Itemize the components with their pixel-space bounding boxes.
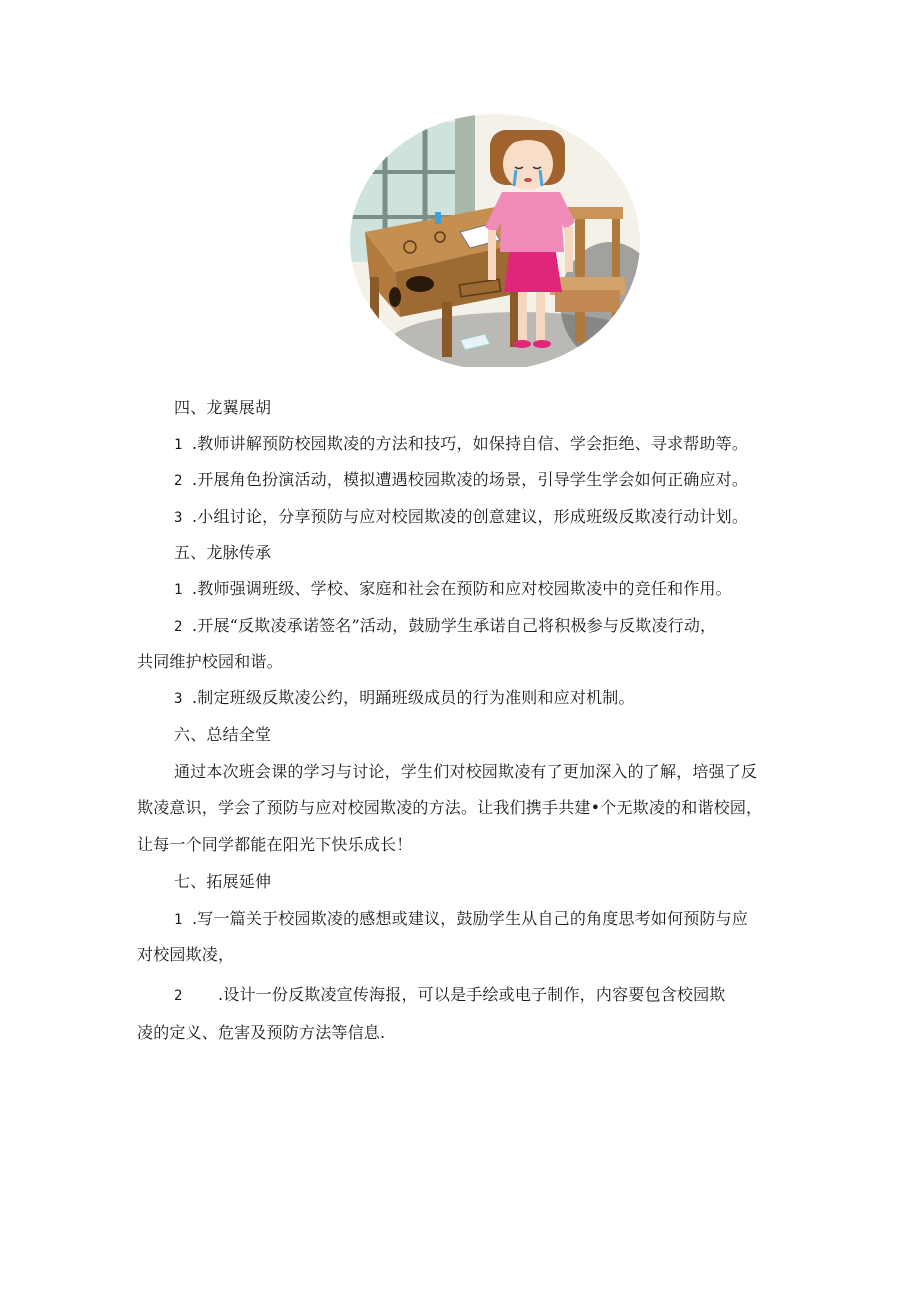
crying-girl-at-desk-icon bbox=[350, 112, 640, 367]
item-number: 2 bbox=[174, 988, 183, 1004]
item-number: 1 bbox=[174, 912, 183, 928]
item-text: .开展“反欺凌承诺签名”活动，鼓励学生承诺自己将积极参与反欺凌行动， bbox=[192, 616, 717, 635]
item-text: .设计一份反欺凌宣传海报，可以是手绘或电子制作，内容要包含校园欺 bbox=[218, 985, 726, 1004]
item-number: 1 bbox=[174, 582, 183, 598]
list-item bbox=[174, 985, 726, 1006]
list-item bbox=[174, 507, 748, 528]
section-heading: 六、总结全堂 bbox=[174, 725, 272, 744]
paragraph-line: 通过本次班会课的学习与讨论，学生们对校园欺凌有了更加深入的了解，培强了反 bbox=[174, 762, 758, 781]
paragraph-line: 欺凌意识，学会了预防与应对校园欺凌的方法。让我们携手共建•个无欺凌的和谐校园， bbox=[137, 798, 763, 817]
item-text: .开展角色扮演活动，模拟遭遇校园欺凌的场景，引导学生学会如何正确应对。 bbox=[192, 470, 749, 489]
list-item bbox=[174, 909, 748, 930]
section-heading: 五、龙脉传承 bbox=[174, 543, 272, 562]
section-heading: 七、拓展延伸 bbox=[174, 872, 272, 891]
item-number: 3 bbox=[174, 691, 183, 707]
item-continuation: 对校园欺凌， bbox=[137, 945, 235, 964]
item-text: .教师讲解预防校园欺凌的方法和技巧，如保持自信、学会拒绝、寻求帮助等。 bbox=[192, 434, 749, 453]
item-text: .小组讨论，分享预防与应对校园欺凌的创意建议，形成班级反欺凌行动计划。 bbox=[192, 507, 749, 526]
section-heading: 四、龙翼展胡 bbox=[174, 398, 272, 417]
crying-girl-illustration bbox=[350, 112, 640, 367]
list-item bbox=[174, 579, 732, 600]
item-number: 2 bbox=[174, 619, 183, 635]
list-item bbox=[174, 470, 748, 491]
paragraph-line: 让每一个同学都能在阳光下快乐成长！ bbox=[137, 835, 413, 854]
item-text: .制定班级反欺凌公约，明踊班级成员的行为准则和应对机制。 bbox=[192, 688, 635, 707]
list-item bbox=[174, 688, 635, 709]
list-item bbox=[174, 434, 748, 455]
list-item bbox=[174, 616, 716, 637]
item-text: .写一篇关于校园欺凌的感想或建议，鼓励学生从自己的角度思考如何预防与应 bbox=[192, 909, 749, 928]
item-text: .教师强调班级、学校、家庭和社会在预防和应对校园欺凌中的竞任和作用。 bbox=[192, 579, 732, 598]
item-number: 1 bbox=[174, 437, 183, 453]
item-number: 2 bbox=[174, 473, 183, 489]
item-continuation: 凌的定义、危害及预防方法等信息. bbox=[137, 1023, 386, 1042]
item-continuation: 共同维护校园和谐。 bbox=[137, 652, 283, 671]
item-number: 3 bbox=[174, 510, 183, 526]
